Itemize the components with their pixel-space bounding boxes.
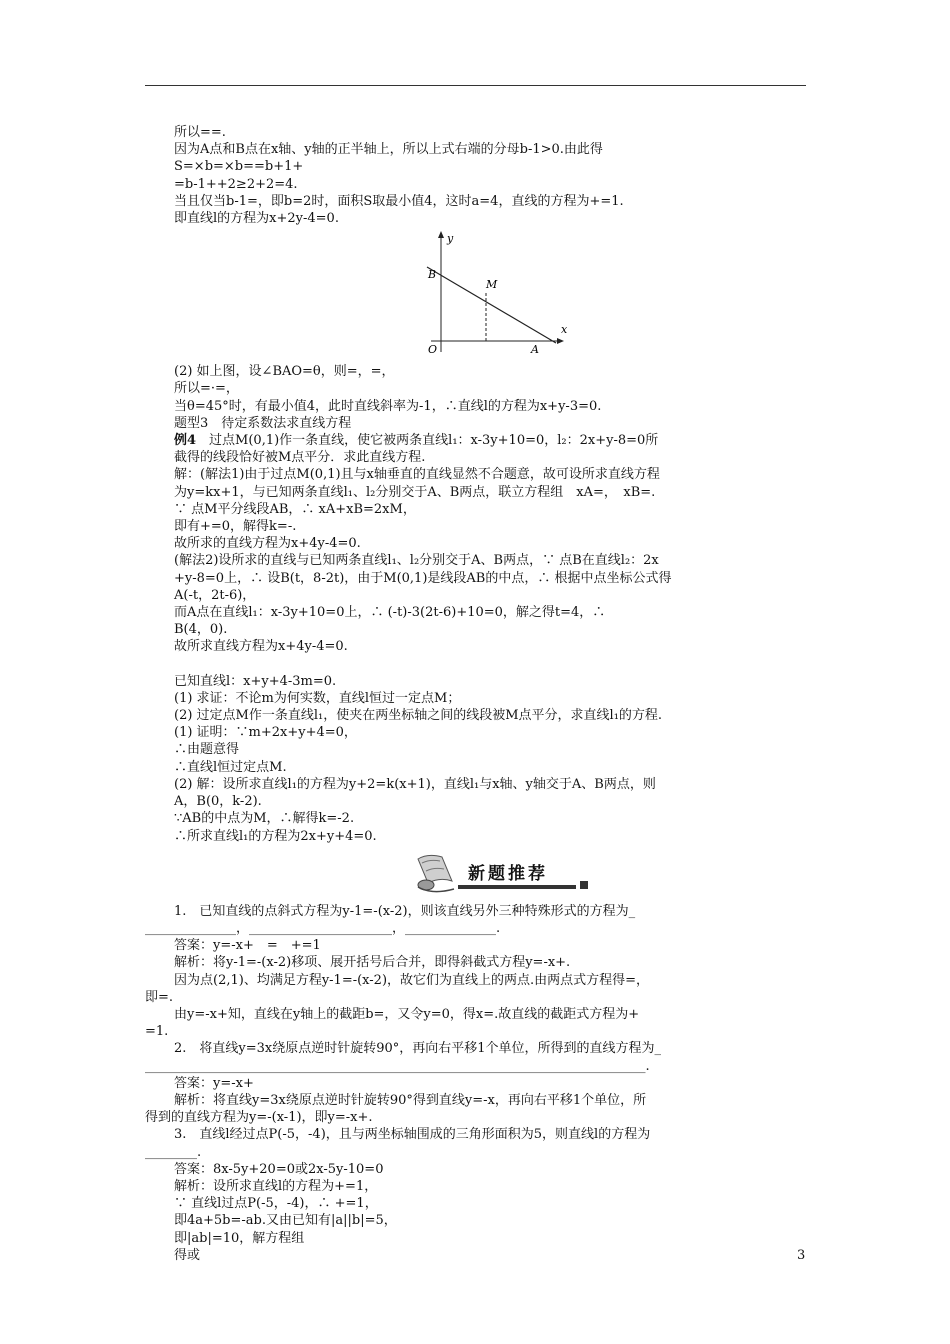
text-line: 答案：y=-x+ = +=1 [174,938,321,954]
coordinate-figure [145,231,810,361]
text-line: 当θ=45°时，有最小值4，此时直线斜率为-1，∴直线l的方程为x+y-3=0. [174,398,602,414]
text-line: 所以=·=， [174,381,239,397]
page-number: 3 [797,1248,806,1263]
text-line: =1. [145,1024,169,1040]
text-line: +y-8=0上，∴ 设B(t，8-2t)，由于M(0,1)是线段AB的中点，∴ 根据中点坐标公式得 [174,570,672,586]
y-axis-arrow [438,231,444,238]
page-content [145,124,810,1264]
text-line: 为y=kx+1，与已知两条直线l₁、l₂分别交于A、B两点，联立方程组 xA=， xB=. [174,484,656,500]
practice-problem [145,673,810,845]
text-line: 得到的直线方程为y=-(x-1)，即y=-x+. [145,1110,373,1126]
text-line [145,432,810,449]
text-line: 由y=-x+知，直线在y轴上的截距b=，又令y=0，得x=.故直线的截距式方程为+ [174,1006,640,1022]
line-graph-diagram [413,231,573,361]
text-line: 截得的线段恰好被M点平分．求此直线方程. [174,450,426,466]
text-line: 已知直线l：x+y+4-3m=0. [174,673,337,689]
text-line: 解析：将直线y=3x绕原点逆时针旋转90°得到直线y=-x，再向右平移1个单位，所 [174,1092,647,1108]
text-line: ∵ 直线l过点P(-5，-4)，∴ +=1， [174,1196,378,1212]
text-line: ______________，______________________，______________. [145,920,501,936]
x-axis-arrow [557,338,564,344]
text-line: 2. 将直线y=3x绕原点逆时针旋转90°，再向右平移1个单位，所得到的直线方程为_ [174,1041,662,1057]
text-line: 而A点在直线l₁：x-3y+10=0上，∴ (-t)-3(2t-6)+10=0，解之得t=4，∴ [174,605,606,621]
example-label: 例4 [174,433,197,449]
point-m-label: M [486,278,498,292]
text-line: =b-1++2≥2+2=4. [174,176,298,192]
text-line: 答案：8x-5y+20=0或2x-5y-10=0 [174,1161,384,1177]
text-line: 答案：y=-x+ [174,1075,254,1091]
y-label: y [447,232,454,246]
text-line: 因为点(2,1)、均满足方程y-1=-(x-2)，故它们为直线上的两点.由两点式方程得=， [174,972,650,988]
text-line: 题型3 待定系数法求直线方程 [174,415,352,431]
text-line: (1) 证明：∵m+2x+y+4=0， [174,725,357,741]
text-line: 即4a+5b=-ab.又由已知有|a||b|=5， [174,1213,397,1229]
text-line: ________. [145,1144,202,1160]
header-rule [145,85,806,86]
text-line: 解：(解法1)由于过点M(0,1)且与x轴垂直的直线显然不合题意，故可设所求直线方程 [174,467,660,483]
x-label: x [561,323,568,337]
text-line: 3. 直线l经过点P(-5，-4)，且与两坐标轴围成的三角形面积为5，则直线l的方程为 [174,1127,651,1143]
origin-label: O [428,343,438,357]
solution-part1 [145,124,810,227]
text-line: 解析：将y-1=-(x-2)移项、展开括号后合并，即得斜截式方程y=-x+. [174,955,571,971]
text-line: 所以==. [174,125,226,140]
text-line: ∴直线l恒过定点M. [174,759,287,775]
text-line: 解析：设所求直线l的方程为+=1， [174,1178,378,1194]
new-problems-banner [145,849,810,897]
text-line: 得或 [174,1247,201,1263]
text-line: 1. 已知直线的点斜式方程为y-1=-(x-2)，则该直线另外三种特殊形式的方程为_ [174,903,636,919]
solution-part2 [145,363,810,655]
text-line: A，B(0，k-2). [174,794,262,810]
text-line: ∴由题意得 [174,742,240,758]
text-line: 即有+=0，解得k=-. [174,519,297,535]
example-text: 过点M(0,1)作一条直线，使它被两条直线l₁：x-3y+10=0，l₂：2x+y-8=0所 [196,433,659,449]
text-line: ∴所求直线l₁的方程为2x+y+4=0. [174,828,377,844]
point-a-label: A [531,343,539,357]
text-line: (2) 如上图，设∠BAO=θ，则=，=， [174,364,395,380]
text-line: (解法2)设所求的直线与已知两条直线l₁、l₂分别交于A、B两点，∵ 点B在直线l₂：2x [174,553,659,569]
new-problems-list [145,903,810,1264]
section-gap [145,656,810,673]
banner-title: 新题推荐 [468,863,548,884]
text-line: 即=. [145,989,174,1005]
text-line: 因为A点和B点在x轴、y轴的正半轴上，所以上式右端的分母b-1>0.由此得 [174,142,603,158]
text-line: 即直线l的方程为x+2y-4=0. [174,211,339,227]
text-line: (2) 过定点M作一条直线l₁，使夹在两坐标轴之间的线段被M点平分，求直线l₁的方程. [174,708,663,724]
text-line: 即|ab|=10，解方程组 [174,1230,305,1246]
text-line: S=×b=×b==b+1+ [174,159,304,175]
text-line: (1) 求证：不论m为何实数，直线l恒过一定点M； [174,690,461,706]
text-line: B(4，0). [174,622,228,638]
text-line: (2) 解：设所求直线l₁的方程为y+2=k(x+1)，直线l₁与x轴、y轴交于A、B两点，则 [174,776,656,792]
text-line: A(-t，2t-6)， [174,587,256,603]
text-line: ∵ 点M平分线段AB，∴ xA+xB=2xM， [174,501,416,517]
text-line: 故所求直线方程为x+4y-4=0. [174,639,348,655]
text-line: ∵AB的中点为M，∴解得k=-2. [174,811,355,827]
text-line: _____________________________________________________________________________. [145,1058,650,1074]
point-b-label: B [428,268,437,282]
text-line: 故所求的直线方程为x+4y-4=0. [174,536,361,552]
text-line: 当且仅当b-1=，即b=2时，面积S取最小值4，这时a=4，直线的方程为+=1. [174,193,624,209]
